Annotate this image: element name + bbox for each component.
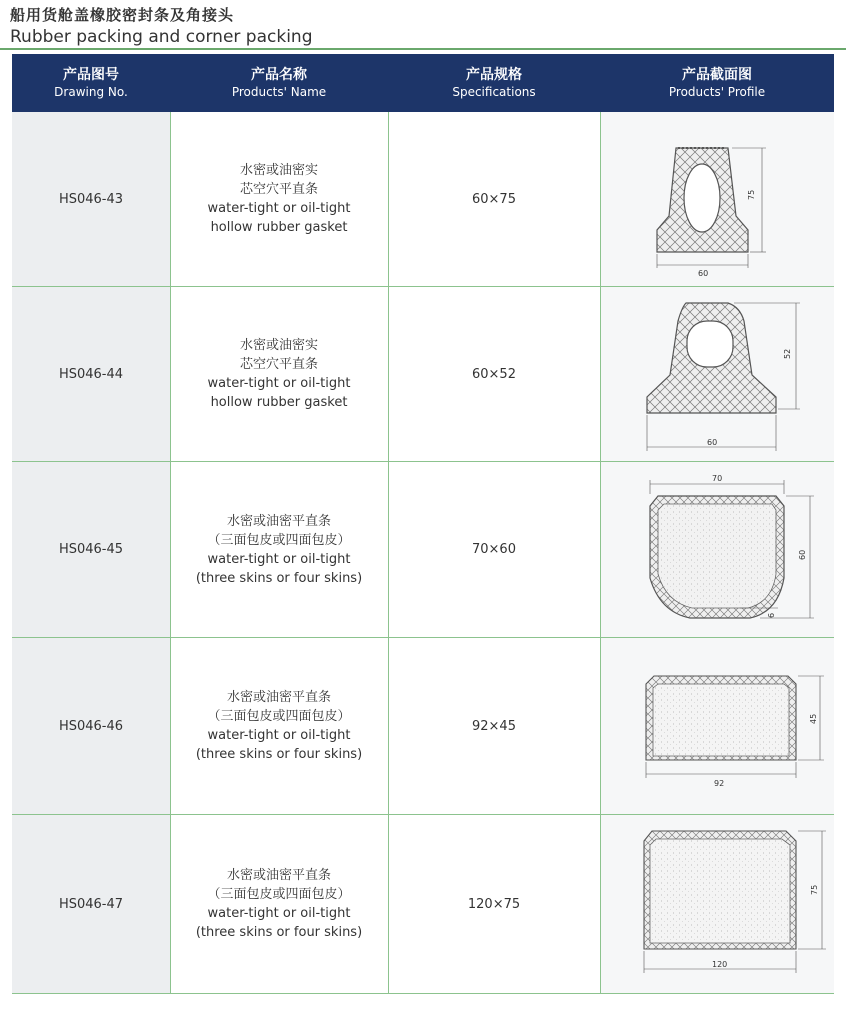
spec-value: 120×75	[467, 896, 521, 912]
spec-cell	[388, 287, 600, 461]
width-dimension-label: 92	[714, 779, 725, 788]
name-en-2: (three skins or four skins)	[195, 925, 363, 940]
name-cn-2: （三面包皮或四面包皮）	[207, 532, 351, 548]
height-dimension-label: 75	[747, 189, 756, 200]
product-name-cell	[170, 112, 388, 286]
table-row	[12, 815, 834, 993]
header-profile	[600, 54, 834, 112]
spec-cell	[388, 638, 600, 814]
name-en-1: water-tight or oil-tight	[207, 728, 351, 743]
height-dimension-label: 60	[798, 549, 807, 560]
name-en-1: water-tight or oil-tight	[207, 551, 351, 567]
drawing-no-cell	[12, 638, 170, 814]
profile-cell	[600, 815, 834, 993]
product-name-cell	[170, 815, 388, 993]
table-header	[12, 54, 834, 112]
header-profile-cn: 产品截面图	[682, 67, 752, 83]
name-cn-2: （三面包皮或四面包皮）	[207, 887, 351, 902]
width-dimension-label: 70	[712, 474, 723, 483]
page-title-block	[10, 4, 313, 48]
product-table	[12, 54, 834, 994]
name-en-2: (three skins or four skins)	[195, 747, 363, 762]
header-drawing-no-en: Drawing No.	[54, 85, 128, 99]
height-dimension-label: 52	[783, 348, 792, 359]
header-profile-en: Products' Profile	[668, 85, 766, 99]
name-en-1: water-tight or oil-tight	[207, 376, 351, 391]
profile-drawing-hollow-gasket	[600, 112, 834, 286]
name-en-1: water-tight or oil-tight	[207, 906, 351, 921]
width-dimension-label: 120	[712, 960, 728, 969]
header-name	[170, 54, 388, 112]
skin-dimension-label: 6	[767, 612, 776, 618]
header-drawing-no-cn: 产品图号	[63, 67, 119, 83]
name-en-1: water-tight or oil-tight	[207, 201, 351, 216]
profile-drawing-skinned-strip	[600, 638, 834, 814]
drawing-no-cell	[12, 112, 170, 286]
profile-drawing-skinned-strip	[600, 462, 834, 637]
drawing-no: HS046-46	[58, 718, 124, 734]
header-name-cn: 产品名称	[251, 67, 307, 83]
width-dimension-label: 60	[707, 438, 718, 447]
name-cn-2: 芯空穴平直条	[239, 182, 318, 197]
spec-cell	[388, 462, 600, 637]
name-cn-1: 水密或油密平直条	[226, 690, 331, 705]
name-en-2: (three skins or four skins)	[195, 570, 363, 586]
title-rule	[0, 48, 846, 50]
spec-value: 92×45	[472, 718, 516, 734]
width-dimension-label: 60	[698, 269, 709, 278]
height-dimension-label: 45	[809, 713, 818, 724]
spec-value: 60×75	[472, 191, 516, 207]
drawing-no: HS046-45	[58, 542, 124, 557]
header-spec-en: Specifications	[452, 85, 536, 99]
drawing-no-cell	[12, 287, 170, 461]
spec-cell	[388, 112, 600, 286]
spec-value: 60×52	[472, 366, 516, 382]
profile-cell	[600, 287, 834, 461]
profile-cell	[600, 638, 834, 814]
product-name-cell	[170, 287, 388, 461]
header-name-en: Products' Name	[231, 85, 327, 99]
profile-cell	[600, 462, 834, 637]
name-cn-1: 水密或油密实	[239, 163, 318, 178]
name-cn-1: 水密或油密平直条	[226, 513, 331, 529]
profile-cell	[600, 112, 834, 286]
table-row	[12, 638, 834, 814]
name-cn-1: 水密或油密实	[239, 338, 318, 353]
drawing-no-cell	[12, 815, 170, 993]
height-dimension-label: 75	[810, 884, 819, 895]
drawing-no-cell	[12, 462, 170, 637]
table-row	[12, 112, 834, 286]
profile-drawing-hollow-gasket	[600, 287, 834, 461]
name-en-2: hollow rubber gasket	[210, 220, 348, 235]
name-cn-1: 水密或油密平直条	[226, 868, 331, 883]
name-cn-2: 芯空穴平直条	[239, 357, 318, 372]
table-row	[12, 462, 834, 637]
name-cn-2: （三面包皮或四面包皮）	[207, 709, 351, 724]
name-en-2: hollow rubber gasket	[210, 395, 348, 410]
product-name-cell	[170, 462, 388, 637]
page-title-cn: 船用货舱盖橡胶密封条及角接头	[10, 6, 235, 24]
spec-cell	[388, 815, 600, 993]
row-divider	[12, 993, 834, 994]
drawing-no: HS046-43	[58, 191, 124, 207]
product-name-cell	[170, 638, 388, 814]
header-spec-cn: 产品规格	[466, 67, 522, 83]
header-drawing-no	[12, 54, 170, 112]
page-title-en: Rubber packing and corner packing	[10, 27, 313, 47]
header-spec	[388, 54, 600, 112]
drawing-no: HS046-44	[58, 366, 124, 382]
profile-drawing-skinned-strip	[600, 815, 834, 993]
drawing-no: HS046-47	[58, 896, 124, 912]
spec-value: 70×60	[472, 542, 516, 557]
table-row	[12, 287, 834, 461]
